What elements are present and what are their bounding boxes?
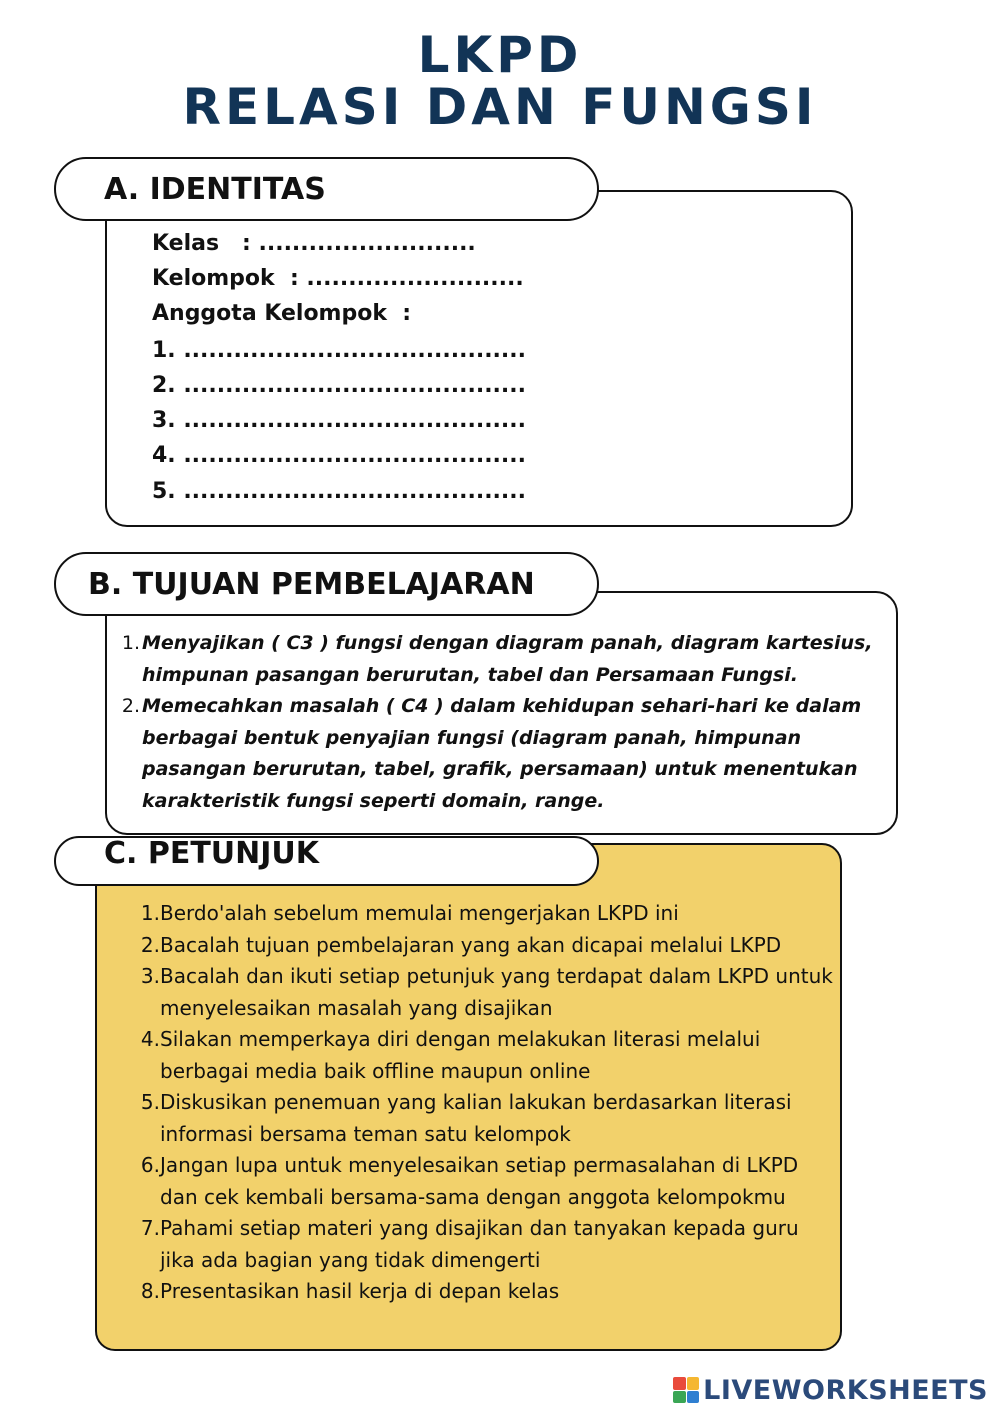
list-item-number: 8. <box>140 1279 160 1303</box>
list-item-text: Diskusikan penemuan yang kalian lakukan berdasarkan literasi informasi bersama teman satu kelompok <box>160 1090 792 1146</box>
anggota-field-2[interactable]: 2. ......................................... <box>152 373 526 398</box>
list-item-number: 1. <box>140 901 160 925</box>
list-item <box>116 628 896 691</box>
petunjuk-heading: C. PETUNJUK <box>104 836 320 871</box>
logo-square-icon <box>687 1391 700 1404</box>
list-item-number: 4. <box>140 1027 160 1051</box>
list-item-text: Silakan memperkaya diri dengan melakukan literasi melalui berbagai media baik offline maupun online <box>160 1027 761 1083</box>
list-item-text: Pahami setiap materi yang disajikan dan tanyakan kepada guru jika ada bagian yang tidak dimengerti <box>160 1216 799 1272</box>
list-item-number: 6. <box>140 1153 160 1177</box>
list-item <box>134 961 834 1024</box>
list-item-text: Jangan lupa untuk menyelesaikan setiap permasalahan di LKPD dan cek kembali bersama-sama dengan anggota kelompokmu <box>160 1153 799 1209</box>
anggota-field-4[interactable]: 4. ......................................... <box>152 443 526 468</box>
list-item-text: Bacalah dan ikuti setiap petunjuk yang terdapat dalam LKPD untuk menyelesaikan masalah yang disajikan <box>160 964 833 1020</box>
list-item-text: Memecahkan masalah ( C4 ) dalam kehidupan sehari-hari ke dalam berbagai bentuk penyajian fungsi (diagram panah, himpunan pasangan berurutan, tabel, grafik, persamaan) untuk menentukan karakteristik fungsi seperti domain, range. <box>142 695 862 812</box>
list-item-number: 7. <box>140 1216 160 1240</box>
logo-square-icon <box>673 1377 686 1390</box>
anggota-field-1[interactable]: 1. ......................................... <box>152 338 526 363</box>
list-item <box>134 1276 834 1308</box>
tujuan-heading: B. TUJUAN PEMBELAJARAN <box>88 566 535 602</box>
page-title: LKPD <box>417 26 583 84</box>
list-item-text: Berdo'alah sebelum memulai mengerjakan LKPD ini <box>160 901 679 925</box>
identitas-heading-tab <box>54 157 599 221</box>
petunjuk-list <box>134 898 834 1308</box>
list-item <box>134 1150 834 1213</box>
list-item <box>134 1024 834 1087</box>
list-item <box>134 930 834 962</box>
list-item <box>134 1087 834 1150</box>
logo-square-icon <box>673 1391 686 1404</box>
list-item-number: 2. <box>121 695 140 717</box>
list-item <box>116 691 896 817</box>
list-item <box>134 1213 834 1276</box>
logo-square-icon <box>687 1377 700 1390</box>
anggota-label: Anggota Kelompok : <box>152 301 412 326</box>
page-subtitle: RELASI DAN FUNGSI <box>182 78 818 136</box>
kelompok-field[interactable]: Kelompok : .......................... <box>152 266 524 291</box>
list-item-text: Menyajikan ( C3 ) fungsi dengan diagram panah, diagram kartesius, himpunan pasangan berurutan, tabel dan Persamaan Fungsi. <box>142 632 873 686</box>
liveworksheets-logo-icon <box>673 1377 699 1403</box>
anggota-field-3[interactable]: 3. ......................................... <box>152 408 526 433</box>
kelas-field[interactable]: Kelas : .......................... <box>152 231 476 256</box>
list-item-number: 2. <box>140 932 160 957</box>
list-item <box>134 898 834 930</box>
liveworksheets-logo[interactable] <box>673 1373 988 1407</box>
list-item-number: 3. <box>140 964 160 988</box>
list-item-number: 1. <box>121 632 140 654</box>
liveworksheets-logo-text: LIVEWORKSHEETS <box>703 1374 988 1406</box>
list-item-text: Bacalah tujuan pembelajaran yang akan dicapai melalui LKPD <box>160 932 782 957</box>
anggota-field-5[interactable]: 5. ......................................... <box>152 479 526 504</box>
tujuan-list <box>116 628 896 817</box>
list-item-number: 5. <box>140 1090 160 1114</box>
list-item-text: Presentasikan hasil kerja di depan kelas <box>160 1279 560 1303</box>
identitas-heading: A. IDENTITAS <box>104 171 326 207</box>
petunjuk-heading-tab <box>54 836 599 886</box>
tujuan-heading-tab <box>54 552 599 616</box>
